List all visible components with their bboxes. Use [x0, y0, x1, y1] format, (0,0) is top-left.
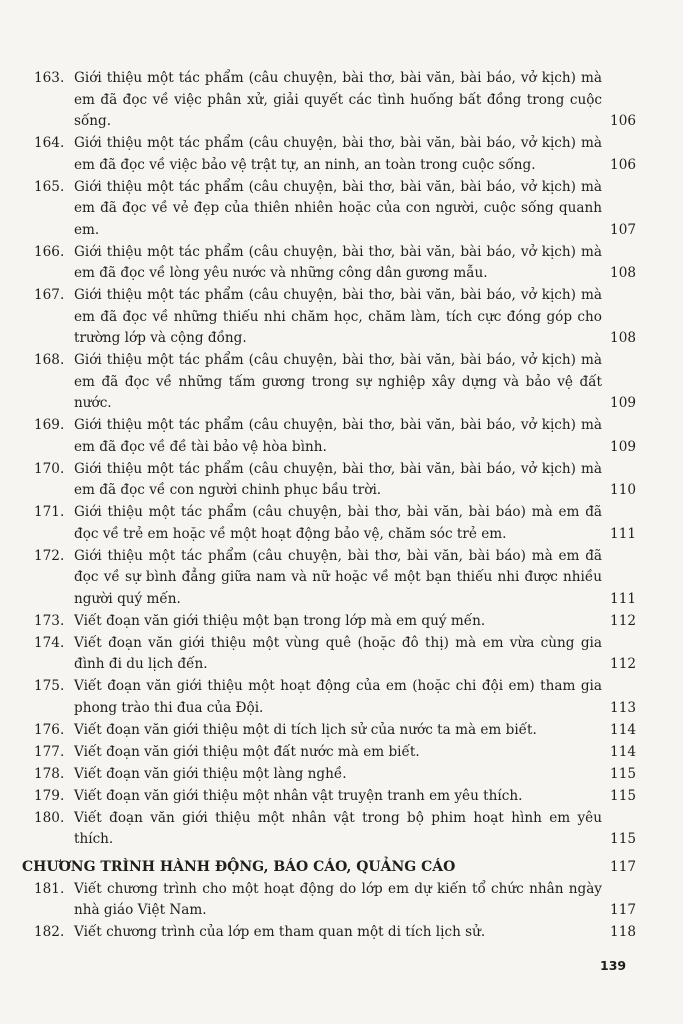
entry-page-number: 112 [610, 612, 636, 629]
entry-title: Viết chương trình cho một hoạt động do lớp em dự kiến tổ chức nhân ngày nhà giáo Việt Nam. [74, 880, 602, 918]
toc-entry [22, 350, 636, 415]
entry-title: Giới thiệu một tác phẩm (câu chuyện, bài thơ, bài văn, bài báo, vở kịch) mà em đã đọc về vẻ đẹp của thiên nhiên hoặc của con người, cuộc sống quanh em. [74, 178, 602, 238]
entry-page-number: 115 [610, 765, 636, 782]
entry-title: Giới thiệu một tác phẩm (câu chuyện, bài thơ, bài văn, bài báo) mà em đã đọc về trẻ em hoặc về một hoạt động bảo vệ, chăm sóc trẻ em. [74, 504, 602, 542]
toc-entry [22, 676, 636, 719]
entry-page-number: 115 [610, 831, 636, 847]
entry-title: Viết đoạn văn giới thiệu một làng nghề. [74, 765, 347, 782]
table-of-contents [22, 68, 636, 944]
toc-entry [22, 459, 636, 502]
entry-page-number: 108 [610, 330, 636, 346]
entry-number: 168. [34, 352, 65, 368]
entry-page-number: 110 [610, 482, 636, 498]
toc-entry [22, 720, 636, 742]
toc-entry [22, 415, 636, 458]
toc-entry [22, 808, 636, 851]
section-page-number: 117 [610, 858, 636, 875]
entry-title: Giới thiệu một tác phẩm (câu chuyện, bài thơ, bài văn, bài báo, vở kịch) mà em đã đọc về việc phân xử, giải quyết các tình huống bất đồng trong cuộc sống. [74, 70, 602, 129]
entry-page-number: 111 [610, 590, 636, 607]
toc-entry [22, 764, 636, 786]
toc-entry [22, 133, 636, 176]
entry-page-number: 109 [610, 395, 636, 411]
entry-number: 175. [34, 678, 65, 694]
page-number: 139 [600, 958, 627, 973]
entry-number: 163. [34, 70, 65, 86]
entry-page-number: 106 [610, 156, 636, 173]
entry-page-number: 115 [610, 787, 636, 804]
entry-title: Giới thiệu một tác phẩm (câu chuyện, bài thơ, bài văn, bài báo, vở kịch) mà em đã đọc về những thiếu nhi chăm học, chăm làm, tích cực đóng góp cho trường lớp và cộng đồng. [74, 287, 602, 346]
toc-entry [22, 502, 636, 545]
entry-number: 169. [34, 417, 65, 433]
entry-page-number: 111 [610, 525, 636, 542]
entry-title: Giới thiệu một tác phẩm (câu chuyện, bài thơ, bài văn, bài báo, vở kịch) mà em đã đọc về lòng yêu nước và những công dân gương mẫu. [74, 243, 602, 281]
toc-entry [22, 546, 636, 611]
entry-title: Giới thiệu một tác phẩm (câu chuyện, bài thơ, bài văn, bài báo, vở kịch) mà em đã đọc về đề tài bảo vệ hòa bình. [74, 417, 602, 455]
toc-entry [22, 285, 636, 350]
entry-title: Giới thiệu một tác phẩm (câu chuyện, bài thơ, bài văn, bài báo, vở kịch) mà em đã đọc về những tấm gương trong sự nghiệp xây dựng và bảo vệ đất nước. [74, 352, 602, 411]
entry-number: 179. [34, 787, 65, 804]
toc-entry [22, 177, 636, 242]
entry-number: 182. [34, 924, 65, 940]
toc-entry [22, 611, 636, 633]
entry-title: Giới thiệu một tác phẩm (câu chuyện, bài thơ, bài văn, bài báo, vở kịch) mà em đã đọc về con người chinh phục bầu trời. [74, 460, 602, 498]
section-heading [22, 856, 636, 878]
toc-entry [22, 786, 636, 808]
toc-entry [22, 742, 636, 764]
entry-page-number: 114 [610, 743, 636, 760]
entry-number: 167. [34, 287, 65, 303]
toc-entry [22, 922, 636, 944]
toc-entry [22, 633, 636, 676]
entry-title: Viết chương trình của lớp em tham quan một di tích lịch sử. [74, 924, 486, 940]
entry-page-number: 113 [610, 699, 636, 716]
entry-title: Giới thiệu một tác phẩm (câu chuyện, bài thơ, bài văn, bài báo) mà em đã đọc về sự bình đẳng giữa nam và nữ hoặc về một bạn thiếu nhi được nhiều người quý mến. [74, 547, 602, 607]
entry-page-number: 107 [610, 221, 636, 238]
entry-number: 180. [34, 809, 65, 826]
entry-page-number: 109 [610, 438, 636, 455]
entry-title: Viết đoạn văn giới thiệu một hoạt động của em (hoặc chi đội em) tham gia phong trào thi đua của Đội. [74, 678, 602, 716]
toc-entry [22, 68, 636, 133]
entry-number: 176. [34, 721, 65, 738]
entry-title: Viết đoạn văn giới thiệu một nhân vật truyện tranh em yêu thích. [74, 787, 523, 804]
entry-number: 177. [34, 743, 65, 760]
entry-number: 173. [34, 612, 65, 629]
toc-entries-group-b [22, 879, 636, 944]
entry-number: 181. [34, 880, 65, 897]
entry-title: Viết đoạn văn giới thiệu một di tích lịch sử của nước ta mà em biết. [74, 721, 537, 738]
toc-entry [22, 242, 636, 285]
entry-title: Viết đoạn văn giới thiệu một vùng quê (hoặc đô thị) mà em vừa cùng gia đình đi du lịch đến. [74, 634, 602, 672]
entry-number: 164. [34, 135, 65, 151]
entry-title: Viết đoạn văn giới thiệu một bạn trong lớp mà em quý mến. [74, 612, 486, 629]
entry-number: 171. [34, 504, 65, 520]
entry-number: 178. [34, 765, 65, 782]
entry-title: Giới thiệu một tác phẩm (câu chuyện, bài thơ, bài văn, bài báo, vở kịch) mà em đã đọc về việc bảo vệ trật tự, an ninh, an toàn trong cuộc sống. [74, 135, 602, 173]
entry-number: 165. [34, 178, 65, 195]
entry-page-number: 117 [610, 902, 636, 918]
entry-page-number: 114 [610, 721, 636, 738]
entry-page-number: 108 [610, 265, 636, 281]
toc-entry [22, 879, 636, 922]
entry-page-number: 118 [610, 924, 636, 940]
entry-title: Viết đoạn văn giới thiệu một đất nước mà em biết. [74, 743, 420, 760]
toc-entries-group-a [22, 68, 636, 851]
entry-number: 170. [34, 460, 65, 477]
entry-number: 166. [34, 243, 65, 260]
entry-title: Viết đoạn văn giới thiệu một nhân vật trong bộ phim hoạt hình em yêu thích. [74, 809, 602, 847]
section-title: CHƯƠNG TRÌNH HÀNH ĐỘNG, BÁO CÁO, QUẢNG CÁO [22, 858, 456, 875]
entry-number: 172. [34, 547, 65, 564]
entry-page-number: 112 [610, 656, 636, 672]
entry-number: 174. [34, 634, 65, 651]
entry-page-number: 106 [610, 113, 636, 129]
